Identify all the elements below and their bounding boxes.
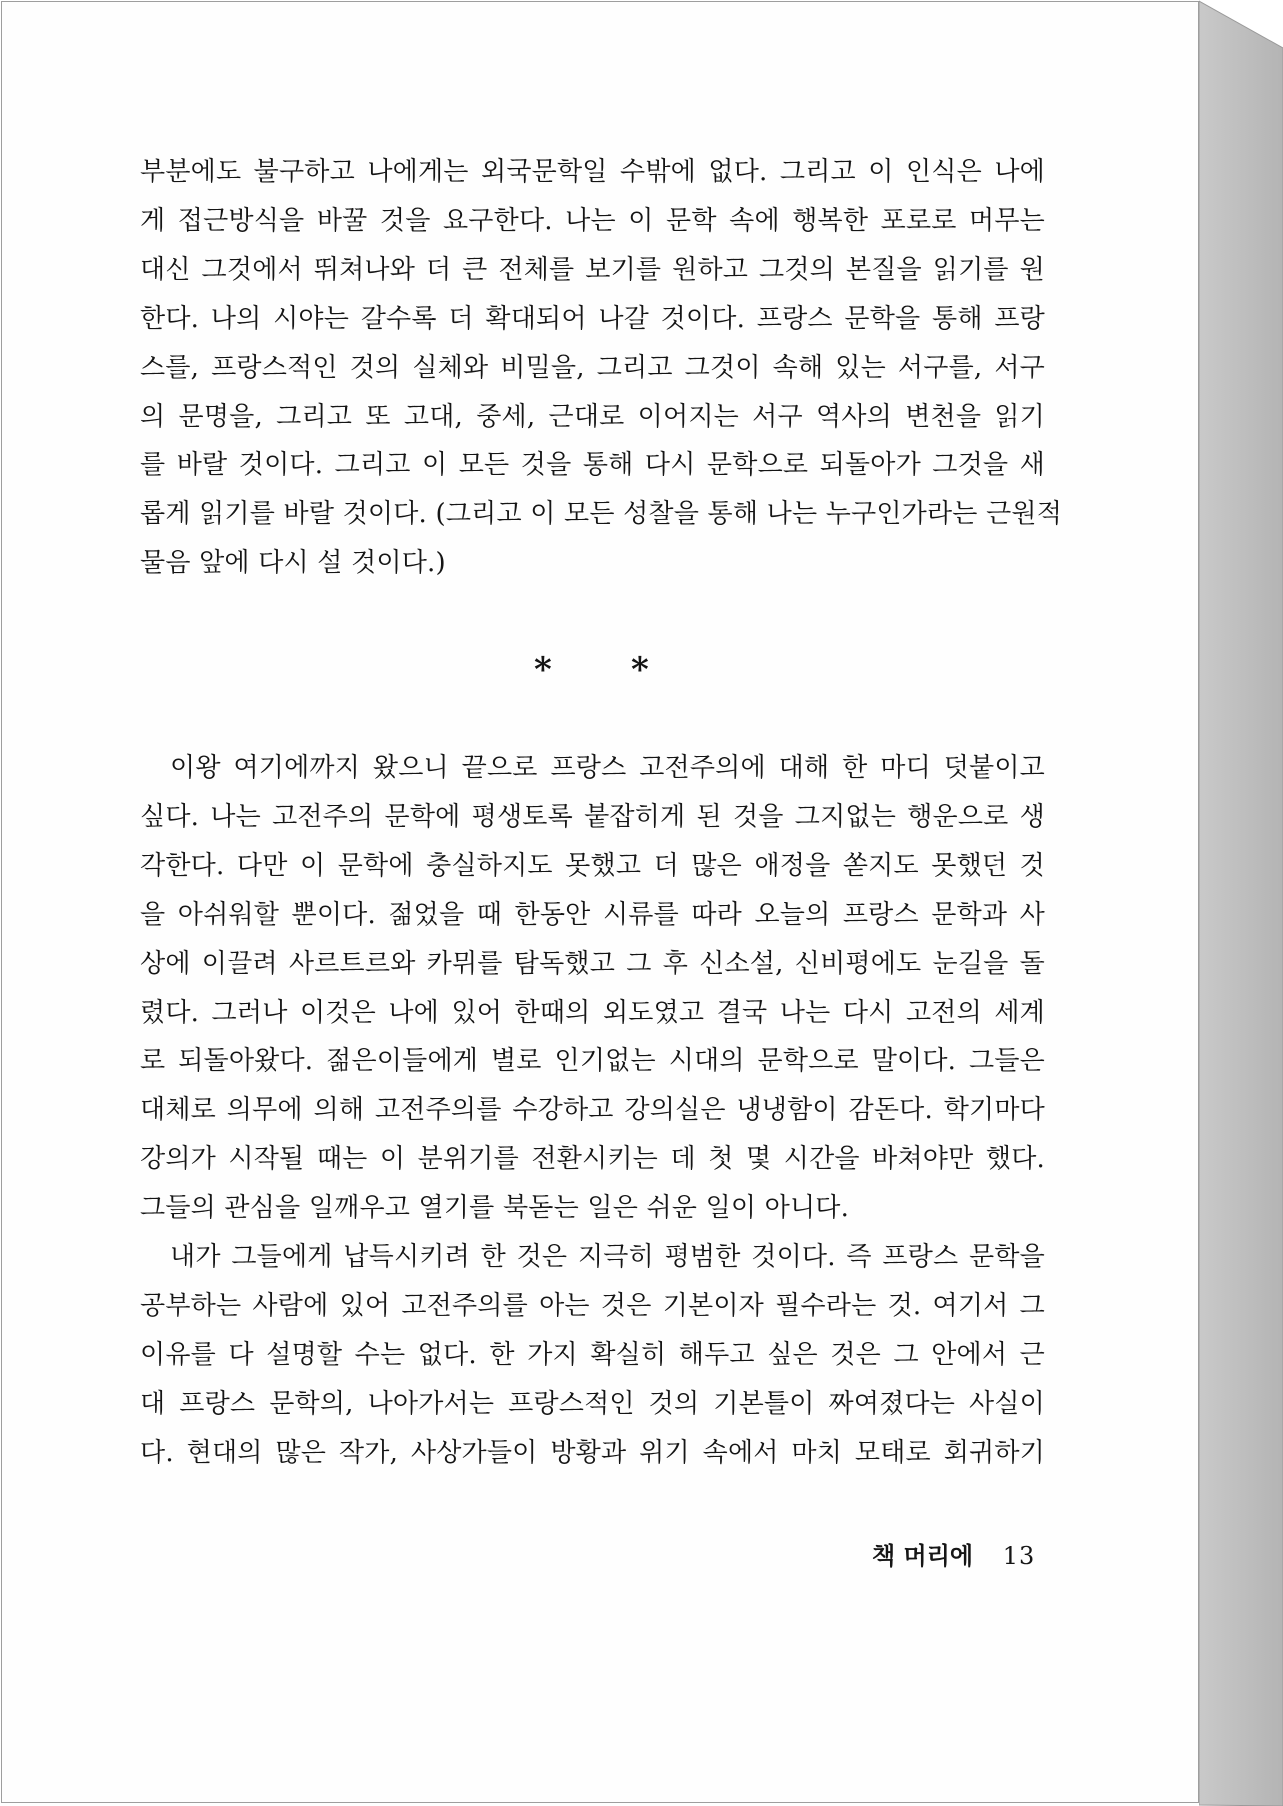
- running-head: 책 머리에: [872, 1541, 974, 1570]
- text-line: 싶다. 나는 고전주의 문학에 평생토록 붙잡히게 된 것을 그지없는 행운으로 생: [140, 801, 1045, 832]
- text-line: 이유를 다 설명할 수는 없다. 한 가지 확실히 해두고 싶은 것은 그 안에서 근: [140, 1339, 1045, 1370]
- asterisk-left: *: [534, 650, 552, 690]
- text-line: 스를, 프랑스적인 것의 실체와 비밀을, 그리고 그것이 속해 있는 서구를, 서구: [140, 352, 1045, 383]
- text-line: 로 되돌아왔다. 젊은이들에게 별로 인기없는 시대의 문학으로 말이다. 그들은: [140, 1046, 1045, 1077]
- text-line: 롭게 읽기를 바랄 것이다. (그리고 이 모든 성찰을 통해 나는 누구인가라는 근원적: [140, 499, 1063, 530]
- text-line: 공부하는 사람에 있어 고전주의를 아는 것은 기본이자 필수라는 것. 여기서 그: [140, 1290, 1045, 1321]
- paragraph-2-and-3: [140, 744, 1045, 1478]
- book-edge-shape: [1199, 0, 1283, 1806]
- text-line: 다. 현대의 많은 작가, 사상가들이 방황과 위기 속에서 마치 모태로 회귀하기: [140, 1437, 1045, 1468]
- book-spine-edge: [1199, 0, 1283, 1806]
- section-divider: [2, 650, 1200, 690]
- book-page: [1, 1, 1199, 1803]
- page-footer: [872, 1539, 1035, 1573]
- text-line: 강의가 시작될 때는 이 분위기를 전환시키는 데 첫 몇 시간을 바쳐야만 했다.: [140, 1144, 1045, 1175]
- text-line: 를 바랄 것이다. 그리고 이 모든 것을 통해 다시 문학으로 되돌아가 그것을 새: [140, 450, 1045, 481]
- text-line: 렸다. 그러나 이것은 나에 있어 한때의 외도였고 결국 나는 다시 고전의 세계: [140, 997, 1045, 1028]
- text-line: 이왕 여기에까지 왔으니 끝으로 프랑스 고전주의에 대해 한 마디 덧붙이고: [170, 753, 1045, 783]
- text-line: 내가 그들에게 납득시키려 한 것은 지극히 평범한 것이다. 즉 프랑스 문학을: [170, 1242, 1045, 1273]
- text-line: 부분에도 불구하고 나에게는 외국문학일 수밖에 없다. 그리고 이 인식은 나에: [140, 157, 1045, 187]
- text-line: 상에 이끌려 사르트르와 카뮈를 탐독했고 그 후 신소설, 신비평에도 눈길을 돌: [140, 948, 1045, 979]
- paragraph-1: [140, 148, 1063, 588]
- text-line: 물음 앞에 다시 설 것이다.): [140, 548, 446, 579]
- text-line: 게 접근방식을 바꿀 것을 요구한다. 나는 이 문학 속에 행복한 포로로 머무는: [140, 205, 1045, 236]
- text-line: 각한다. 다만 이 문학에 충실하지도 못했고 더 많은 애정을 쏟지도 못했던 것: [140, 850, 1045, 881]
- text-line: 한다. 나의 시야는 갈수록 더 확대되어 나갈 것이다. 프랑스 문학을 통해 프랑: [140, 303, 1045, 334]
- asterisk-right: *: [631, 650, 649, 690]
- text-line: 의 문명을, 그리고 또 고대, 중세, 근대로 이어지는 서구 역사의 변천을 읽기: [140, 401, 1045, 432]
- text-line: 대신 그것에서 뛰쳐나와 더 큰 전체를 보기를 원하고 그것의 본질을 읽기를 원: [140, 254, 1045, 285]
- text-line: 대 프랑스 문학의, 나아가서는 프랑스적인 것의 기본틀이 짜여졌다는 사실이: [140, 1388, 1045, 1419]
- text-line: 대체로 의무에 의해 고전주의를 수강하고 강의실은 냉냉함이 감돈다. 학기마다: [140, 1095, 1045, 1126]
- text-line: 을 아쉬워할 뿐이다. 젊었을 때 한동안 시류를 따라 오늘의 프랑스 문학과 사: [140, 899, 1045, 930]
- text-line: 그들의 관심을 일깨우고 열기를 북돋는 일은 쉬운 일이 아니다.: [140, 1193, 850, 1224]
- page-number: 13: [1002, 1542, 1036, 1570]
